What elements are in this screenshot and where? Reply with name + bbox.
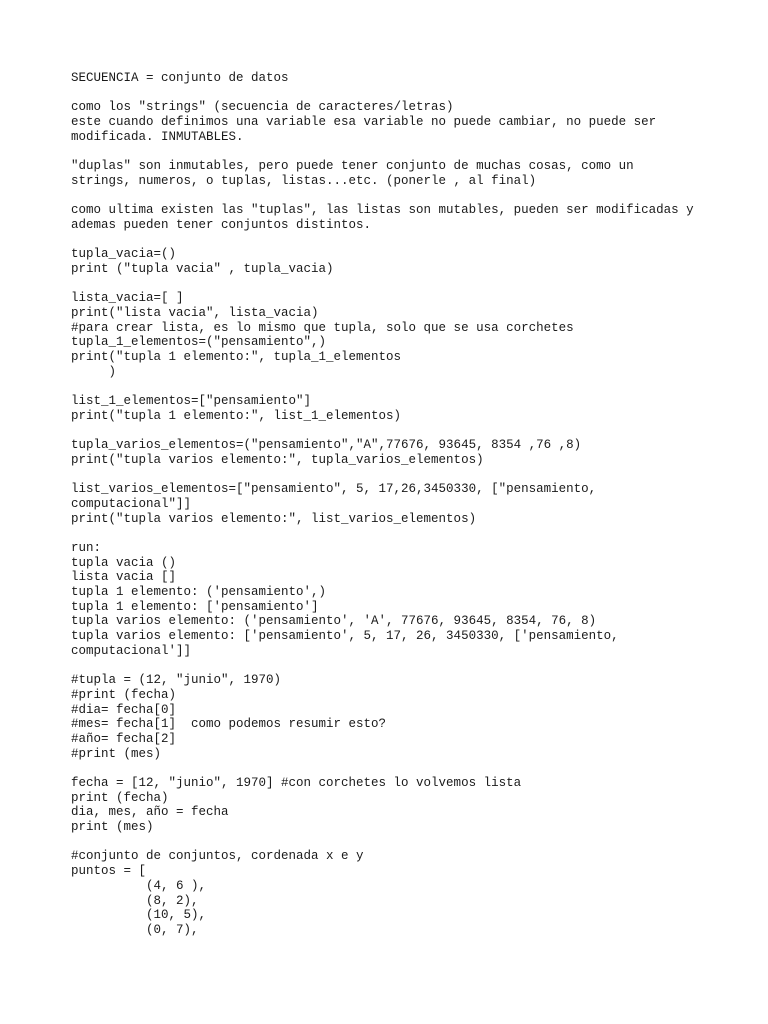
text-line: este cuando definimos una variable esa variable no puede cambiar, no puede ser bbox=[71, 115, 657, 130]
text-line: como ultima existen las "tuplas", las listas son mutables, pueden ser modificadas y bbox=[71, 203, 694, 218]
text-line: (4, 6 ), bbox=[71, 878, 207, 893]
text-line: print("tupla 1 elemento:", tupla_1_elementos bbox=[71, 350, 402, 365]
text-line: print("lista vacia", lista_vacia) bbox=[71, 306, 319, 320]
text-line: print("tupla 1 elemento:", list_1_elementos) bbox=[71, 408, 402, 423]
paragraph bbox=[71, 849, 751, 937]
text-line: (10, 5), bbox=[71, 908, 207, 923]
text-line: tupla varios elemento: ['pensamiento', 5, 17, 26, 3450330, ['pensamiento, bbox=[71, 629, 619, 644]
text-line: #dia= fecha[0] bbox=[71, 702, 177, 717]
text-line: fecha = [12, "junio", 1970] #con corchetes lo volvemos lista bbox=[71, 776, 522, 790]
paragraph bbox=[71, 394, 751, 423]
text-line: #tupla = (12, "junio", 1970) bbox=[71, 673, 282, 688]
text-line: #para crear lista, es lo mismo que tupla, solo que se usa corchetes bbox=[71, 320, 574, 335]
text-line: lista_vacia=[ ] bbox=[71, 291, 184, 306]
text-line: (8, 2), bbox=[71, 893, 199, 908]
text-line: tupla 1 elemento: ('pensamiento',) bbox=[71, 585, 327, 600]
text-line: computacional"]] bbox=[71, 496, 192, 511]
text-line: tupla_varios_elementos=("pensamiento","A",77676, 93645, 8354 ,76 ,8) bbox=[71, 438, 582, 453]
text-line: SECUENCIA = conjunto de datos bbox=[71, 71, 289, 85]
document-body bbox=[71, 71, 751, 952]
text-line: #año= fecha[2] bbox=[71, 731, 177, 746]
text-line: list_1_elementos=["pensamiento"] bbox=[71, 394, 312, 409]
text-line: print("tupla varios elemento:", list_varios_elementos) bbox=[71, 511, 477, 526]
text-line: print (mes) bbox=[71, 820, 154, 835]
text-line: print (fecha) bbox=[71, 790, 169, 805]
text-line: tupla varios elemento: ('pensamiento', 'A', 77676, 93645, 8354, 76, 8) bbox=[71, 614, 597, 629]
paragraph bbox=[71, 71, 751, 86]
paragraph bbox=[71, 673, 751, 761]
paragraph bbox=[71, 159, 751, 188]
text-line: run: bbox=[71, 541, 102, 555]
text-line: dia, mes, año = fecha bbox=[71, 805, 229, 820]
paragraph bbox=[71, 438, 751, 467]
text-line: tupla vacia () bbox=[71, 555, 177, 570]
text-line: "duplas" son inmutables, pero puede tener conjunto de muchas cosas, como un bbox=[71, 159, 634, 174]
text-line: strings, numeros, o tuplas, listas...etc. (ponerle , al final) bbox=[71, 173, 537, 188]
text-line: modificada. INMUTABLES. bbox=[71, 129, 244, 144]
paragraph bbox=[71, 291, 751, 379]
paragraph bbox=[71, 776, 751, 835]
text-line: computacional']] bbox=[71, 643, 192, 658]
paragraph bbox=[71, 247, 751, 276]
text-line: list_varios_elementos=["pensamiento", 5, 17,26,3450330, ["pensamiento, bbox=[71, 482, 597, 497]
text-line: #mes= fecha[1] como podemos resumir esto? bbox=[71, 717, 387, 732]
text-line: tupla 1 elemento: ['pensamiento'] bbox=[71, 599, 319, 614]
text-line: lista vacia [] bbox=[71, 570, 177, 585]
text-line: print ("tupla vacia" , tupla_vacia) bbox=[71, 261, 334, 276]
text-line: (0, 7), bbox=[71, 922, 199, 937]
text-line: como los "strings" (secuencia de caracteres/letras) bbox=[71, 100, 454, 115]
paragraph bbox=[71, 482, 751, 526]
paragraph bbox=[71, 100, 751, 144]
text-line: ) bbox=[71, 364, 117, 379]
text-line: tupla_vacia=() bbox=[71, 247, 177, 262]
text-line: #print (fecha) bbox=[71, 687, 177, 702]
text-line: #print (mes) bbox=[71, 746, 162, 761]
text-line: print("tupla varios elemento:", tupla_varios_elementos) bbox=[71, 452, 484, 467]
paragraph bbox=[71, 541, 751, 659]
text-line: puntos = [ bbox=[71, 864, 147, 879]
text-line: #conjunto de conjuntos, cordenada x e y bbox=[71, 849, 364, 864]
paragraph bbox=[71, 203, 751, 232]
text-line: ademas pueden tener conjuntos distintos. bbox=[71, 217, 372, 232]
text-line: tupla_1_elementos=("pensamiento",) bbox=[71, 335, 327, 350]
